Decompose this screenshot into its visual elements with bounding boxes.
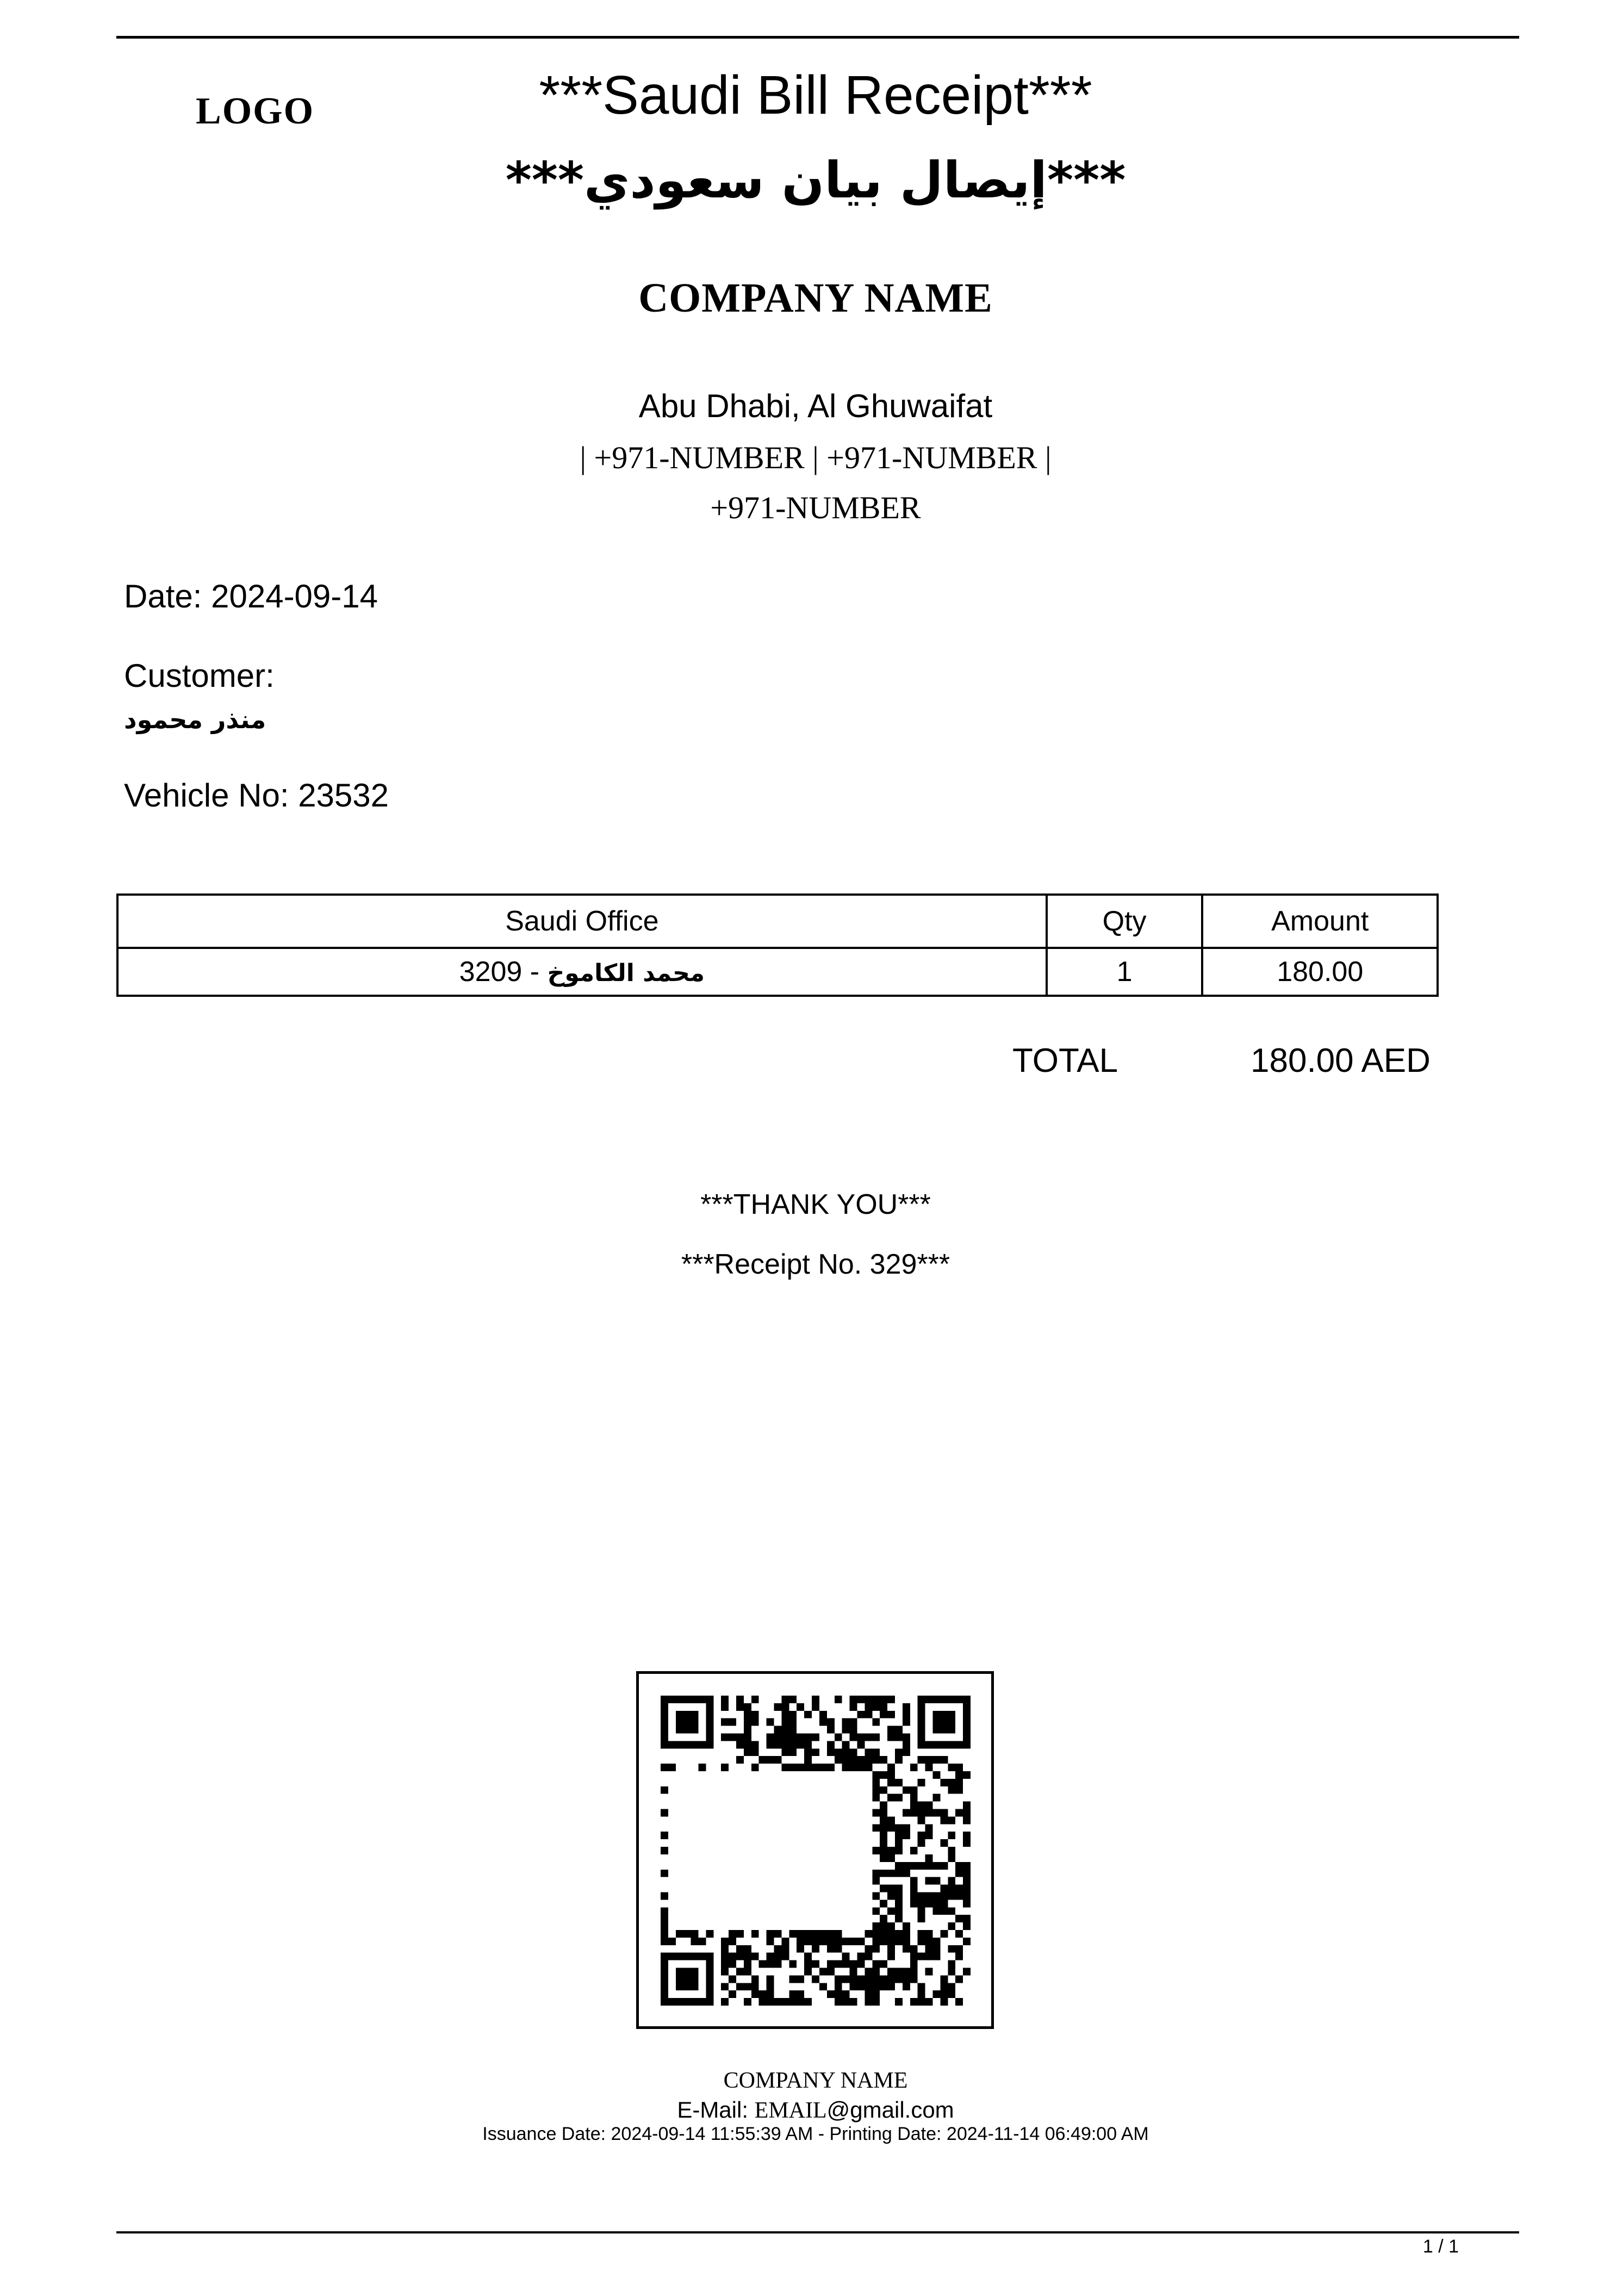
- footer-email-label: E-Mail:: [677, 2097, 748, 2123]
- row-description-name: محمد الكاموخ: [547, 959, 705, 987]
- date-line: [124, 578, 378, 615]
- thank-you-message: ***THANK YOU***: [700, 1189, 931, 1220]
- row-amount: 180.00: [1202, 948, 1438, 996]
- row-description: [117, 948, 1047, 996]
- customer-label: Customer:: [124, 657, 275, 694]
- column-header-qty: Qty: [1047, 895, 1203, 948]
- total-label: TOTAL: [1012, 1042, 1118, 1079]
- company-phones-line2: +971-NUMBER: [710, 490, 921, 525]
- date-value: 2024-09-14: [211, 578, 378, 615]
- qr-code-frame: [636, 1671, 994, 2029]
- vehicle-value: 23532: [298, 777, 389, 814]
- column-header-amount: Amount: [1202, 895, 1438, 948]
- footer-email-domain: @gmail.com: [826, 2097, 954, 2123]
- company-name: COMPANY NAME: [638, 275, 993, 321]
- top-rule: [116, 36, 1519, 39]
- footer-company-name: COMPANY NAME: [723, 2068, 908, 2093]
- table-header-row: [117, 895, 1438, 948]
- qr-code-icon: [661, 1696, 971, 2006]
- logo: LOGO: [196, 90, 315, 132]
- vehicle-label: Vehicle No:: [124, 777, 289, 814]
- table-row: [117, 948, 1438, 996]
- column-header-description: Saudi Office: [117, 895, 1047, 948]
- items-table: [116, 893, 1439, 997]
- company-phones-line1: | +971-NUMBER | +971-NUMBER |: [580, 440, 1052, 475]
- row-description-number: 3209 -: [459, 956, 540, 988]
- vehicle-line: [124, 777, 389, 814]
- page-number: 1 / 1: [1422, 2236, 1459, 2257]
- row-qty: 1: [1047, 948, 1203, 996]
- total-value: 180.00 AED: [1251, 1042, 1431, 1079]
- receipt-title-ar: ***إيصال بيان سعودي***: [505, 151, 1126, 209]
- bottom-rule: [116, 2231, 1519, 2233]
- receipt-title-en: ***Saudi Bill Receipt***: [539, 65, 1092, 126]
- footer-dates: Issuance Date: 2024-09-14 11:55:39 AM - Printing Date: 2024-11-14 06:49:00 AM: [482, 2124, 1149, 2144]
- footer-email-user: EMAIL: [754, 2098, 827, 2123]
- date-label: Date:: [124, 578, 202, 615]
- customer-name: منذر محمود: [124, 705, 266, 734]
- receipt-number: ***Receipt No. 329***: [681, 1249, 950, 1280]
- company-address: Abu Dhabi, Al Ghuwaifat: [638, 388, 993, 424]
- footer-email: [544, 2097, 1087, 2124]
